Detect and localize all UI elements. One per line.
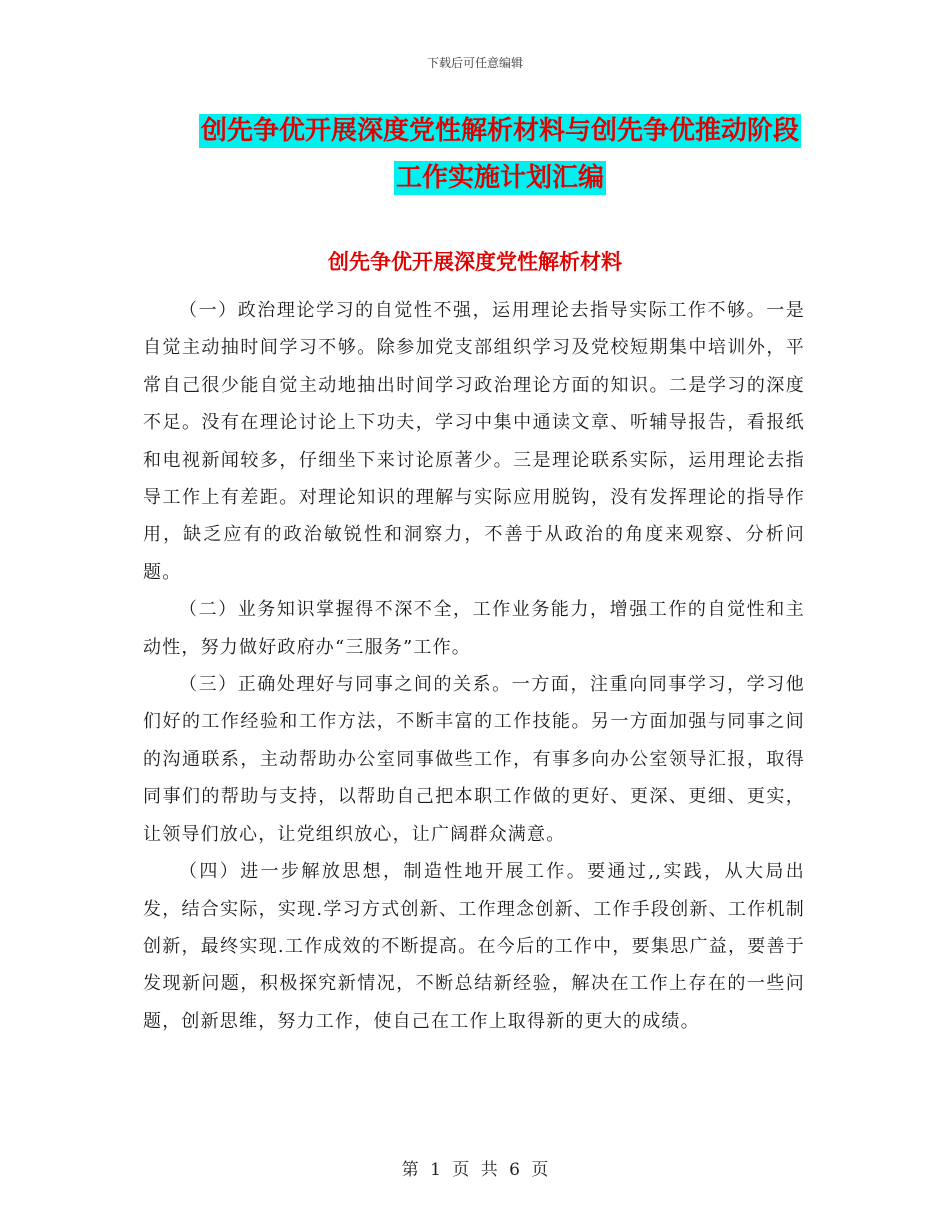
page-footer: 第 1 页 共 6 页 — [401, 1160, 549, 1180]
paragraph-3: （三）正确处理好与同事之间的关系。一方面，注重向同事学习，学习他们好的工作经验和工作方法，不断丰富的工作技能。另一方面加强与同事之间的沟通联系，主动帮助办公室同事做些工作，有事多向办公室领导汇报，取得同事们的帮助与支持，以帮助自己把本职工作做的更好、更深、更细、更实，让领导们放心，让党组织放心，让广阔群众满意。 — [143, 674, 805, 845]
header-note: 下载后可任意编辑 — [426, 56, 523, 70]
document-title-line-2 — [150, 155, 850, 202]
document-body — [143, 292, 805, 1040]
paragraph-1: （一）政治理论学习的自觉性不强，运用理论去指导实际工作不够。一是自觉主动抽时间学习不够。除参加党支部组织学习及党校短期集中培训外，平常自己很少能自觉主动地抽出时间学习政治理论方面的知识。二是学习的深度不足。没有在理论讨论上下功夫，学习中集中通读文章、听辅导报告，看报纸和电视新闻较多，仔细坐下来讨论原著少。三是理论联系实际，运用理论去指导工作上有差距。对理论知识的理解与实际应用脱钩，没有发挥理论的指导作用，缺乏应有的政治敏锐性和洞察力，不善于从政治的角度来观察、分析问题。 — [143, 300, 805, 583]
paragraph-2: （二）业务知识掌握得不深不全，工作业务能力，增强工作的自觉性和主动性，努力做好政府办“三服务”工作。 — [143, 599, 805, 658]
document-title — [150, 108, 850, 202]
title-highlight-2: 工作实施计划汇编 — [395, 163, 604, 193]
section-title: 创先争优开展深度党性解析材料 — [328, 250, 622, 274]
document-title-line-1 — [150, 108, 850, 155]
title-highlight-1: 创先争优开展深度党性解析材料与创先争优推动阶段 — [200, 116, 799, 146]
paragraph-4: （四）进一步解放思想，制造性地开展工作。要通过,,实践，从大局出发，结合实际，实现.学习方式创新、工作理念创新、工作手段创新、工作机制创新，最终实现.工作成效的不断提高。在今后的工作中，要集思广益，要善于发现新问题，积极探究新情况，不断总结新经验，解决在工作上存在的一些问题，创新思维，努力工作，使自己在工作上取得新的更大的成绩。 — [143, 861, 805, 1032]
